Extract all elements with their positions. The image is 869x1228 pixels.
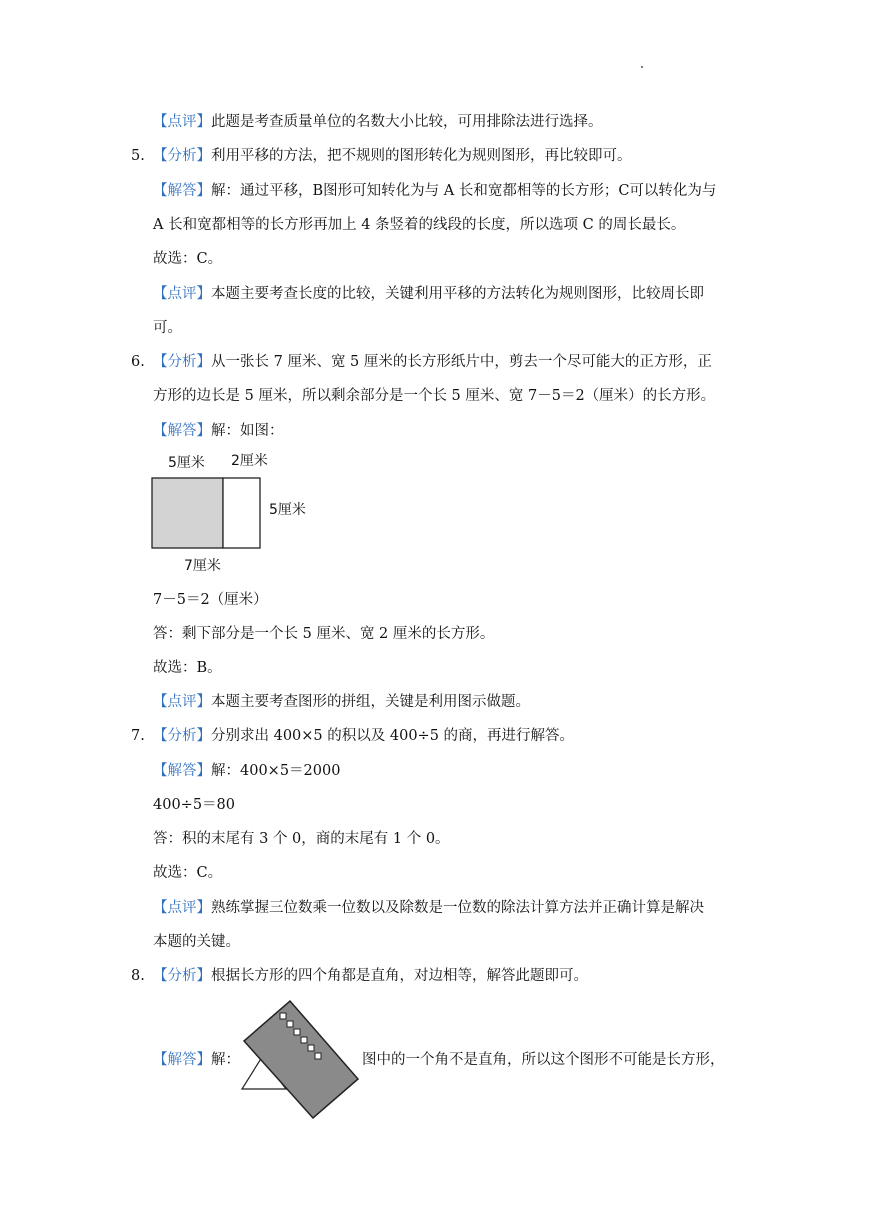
q7-choice: 故选：C。 (153, 865, 223, 881)
q8-small-square (280, 1013, 286, 1019)
q8-answer-text: 图中的一个角不是直角，所以这个图形不可能是长方形， (362, 1052, 725, 1068)
q5-comment-line2: 可。 (153, 320, 182, 336)
q5-answer-line2: A 长和宽都相等的长方形再加上 4 条竖着的线段的长度，所以选项 C 的周长最长。 (153, 217, 686, 233)
q5-comment-line1: 本题主要考查长度的比较，关键利用平移的方法转化为规则图形，比较周长即 (211, 286, 704, 302)
q6-answer (153, 421, 284, 441)
q6-number: 6. (131, 354, 145, 370)
q6-rectangle-figure (148, 448, 318, 578)
comment-tag: 【点评】 (153, 286, 211, 302)
answer-tag: 【解答】 (153, 1052, 211, 1068)
comment-tag: 【点评】 (153, 900, 211, 916)
q6-remaining-part (223, 478, 260, 548)
q8-small-square (294, 1029, 300, 1035)
q8-answer-prefix: 解： (211, 1052, 240, 1068)
q6-analysis (153, 352, 712, 372)
q6-label-right: 5厘米 (269, 502, 306, 518)
analysis-tag: 【分析】 (153, 728, 211, 744)
q7-comment-line2: 本题的关键。 (153, 934, 240, 950)
q6-square-part (152, 478, 223, 548)
q7-comment (153, 898, 704, 918)
q6-calc: 7－5＝2（厘米） (153, 592, 268, 608)
q5-number: 5. (131, 148, 145, 164)
page-mark (641, 66, 643, 68)
q5-answer (153, 181, 716, 201)
q4-comment (153, 112, 603, 132)
q7-number: 7. (131, 728, 145, 744)
q6-analysis-line2: 方形的边长是 5 厘米，所以剩余部分是一个长 5 厘米、宽 7－5＝2（厘米）的长方形。 (153, 388, 716, 404)
q4-comment-text: 此题是考查质量单位的名数大小比较，可用排除法进行选择。 (211, 114, 603, 130)
q8-small-square (287, 1021, 293, 1027)
q6-comment-text: 本题主要考查图形的拼组，关键是利用图示做题。 (211, 694, 530, 710)
q6-answer-text: 解：如图： (211, 423, 284, 439)
q7-answer (153, 761, 340, 781)
q6-analysis-line1: 从一张长 7 厘米、宽 5 厘米的长方形纸片中，剪去一个尽可能大的正方形，正 (211, 354, 712, 370)
answer-tag: 【解答】 (153, 763, 211, 779)
q7-analysis (153, 726, 574, 746)
q7-reply: 答：积的末尾有 3 个 0，商的末尾有 1 个 0。 (153, 831, 450, 847)
q5-answer-line1: 解：通过平移，B图形可知转化为与 A 长和宽都相等的长方形；C可以转化为与 (211, 183, 717, 199)
answer-tag: 【解答】 (153, 183, 211, 199)
analysis-tag: 【分析】 (153, 968, 211, 984)
q5-comment (153, 284, 704, 304)
analysis-tag: 【分析】 (153, 354, 211, 370)
q6-label-top-right: 2厘米 (231, 453, 268, 469)
q6-choice: 故选：B。 (153, 660, 222, 676)
q7-analysis-text: 分别求出 400×5 的积以及 400÷5 的商，再进行解答。 (211, 728, 575, 744)
q7-comment-line1: 熟练掌握三位数乘一位数以及除数是一位数的除法计算方法并正确计算是解决 (211, 900, 704, 916)
analysis-tag: 【分析】 (153, 148, 211, 164)
q7-answer-text: 解：400×5＝2000 (211, 763, 341, 779)
q6-comment (153, 692, 530, 712)
answer-tag: 【解答】 (153, 423, 211, 439)
q8-gray-rectangle (244, 1001, 358, 1118)
q5-analysis-text: 利用平移的方法，把不规则的图形转化为规则图形，再比较即可。 (211, 148, 632, 164)
q8-tilted-rectangle-figure (240, 997, 365, 1123)
q5-analysis (153, 146, 632, 166)
comment-tag: 【点评】 (153, 694, 211, 710)
q6-label-bottom: 7厘米 (184, 558, 221, 574)
q5-choice: 故选：C。 (153, 251, 223, 267)
comment-tag: 【点评】 (153, 114, 211, 130)
q7-calc2: 400÷5＝80 (153, 797, 236, 813)
q8-analysis-text: 根据长方形的四个角都是直角，对边相等，解答此题即可。 (211, 968, 588, 984)
q8-analysis (153, 966, 588, 986)
q8-small-square (301, 1037, 307, 1043)
q8-small-square (315, 1053, 321, 1059)
q8-number: 8. (131, 968, 145, 984)
q8-small-square (308, 1045, 314, 1051)
q8-answer (153, 1050, 240, 1070)
q6-label-top-left: 5厘米 (168, 455, 205, 471)
q6-reply: 答：剩下部分是一个长 5 厘米、宽 2 厘米的长方形。 (153, 626, 495, 642)
